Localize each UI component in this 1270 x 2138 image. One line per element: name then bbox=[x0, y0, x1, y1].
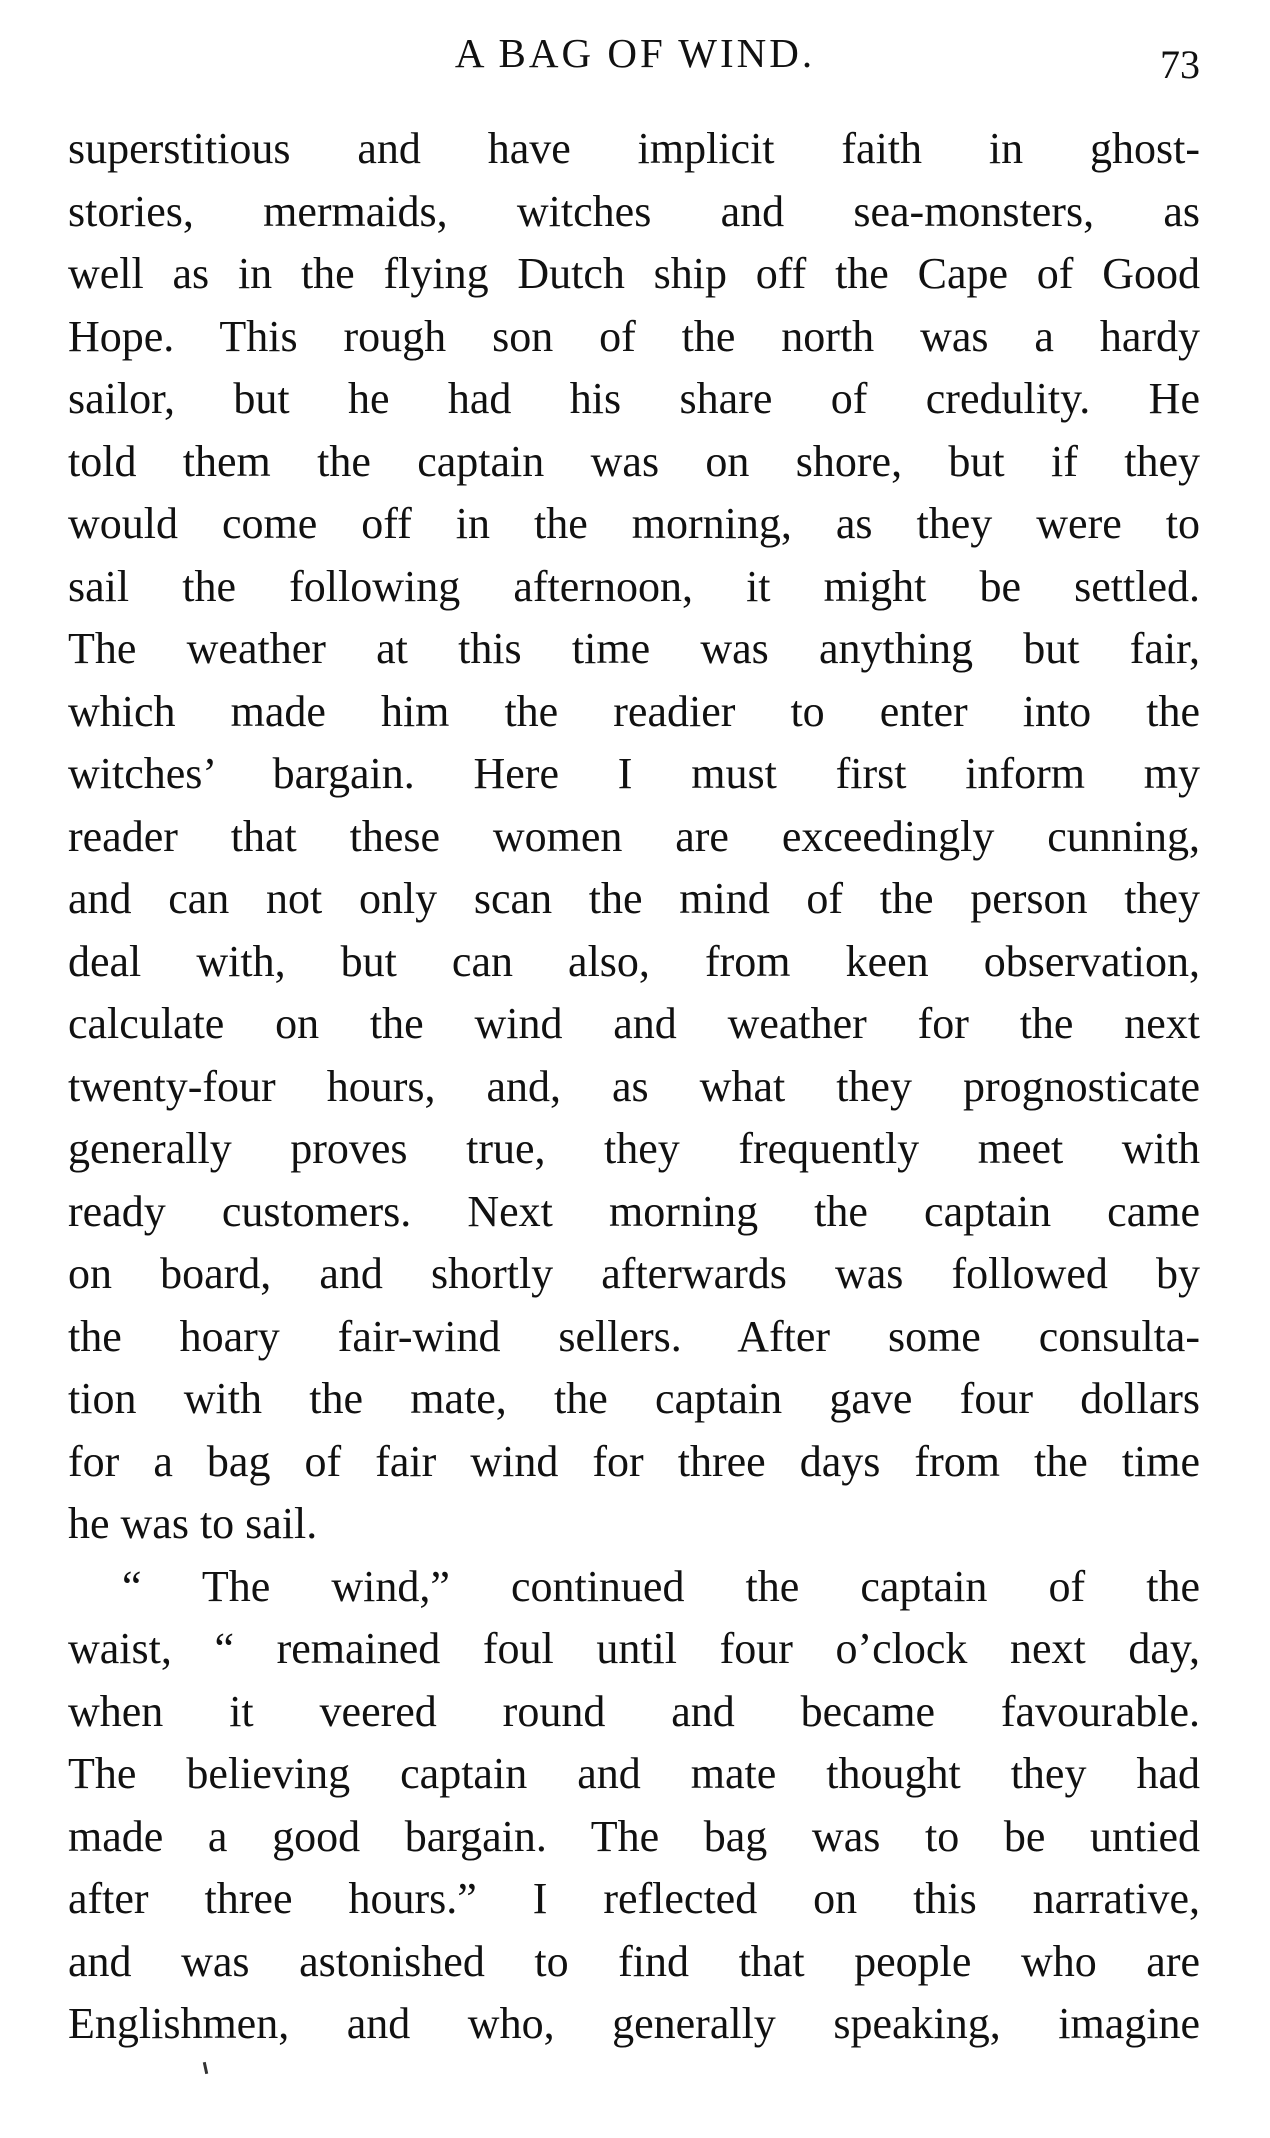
text-line: made a good bargain. The bag was to be untied bbox=[68, 1811, 1200, 1861]
text-line: he was to sail. bbox=[68, 1499, 318, 1548]
text-line: the hoary fair-wind sellers. After some consulta- bbox=[68, 1311, 1200, 1361]
text-line: told them the captain was on shore, but if they bbox=[68, 436, 1200, 486]
text-line: when it veered round and became favourable. bbox=[68, 1686, 1200, 1736]
text-line: witches’ bargain. Here I must first inform my bbox=[68, 749, 1200, 798]
text-line: and can not only scan the mind of the person they bbox=[68, 874, 1200, 923]
text-line: calculate on the wind and weather for the next bbox=[68, 999, 1200, 1048]
running-title: A BAG OF WIND. bbox=[454, 30, 816, 76]
text-line: superstitious and have implicit faith in ghost- bbox=[68, 124, 1200, 173]
text-line: after three hours.” I reflected on this narrative, bbox=[68, 1874, 1200, 1923]
text-line: The believing captain and mate thought they had bbox=[68, 1749, 1200, 1798]
text-line: ready customers. Next morning the captain came bbox=[68, 1186, 1200, 1236]
text-line: stories, mermaids, witches and sea-monsters, as bbox=[68, 186, 1200, 236]
text-line: Englishmen, and who, generally speaking, imagine bbox=[68, 1999, 1200, 2048]
running-head bbox=[70, 28, 1200, 88]
text-line: which made him the readier to enter into the bbox=[68, 686, 1200, 736]
text-line: twenty-four hours, and, as what they prognosticate bbox=[68, 1061, 1200, 1111]
text-line: waist, “ remained foul until four o’clock next day, bbox=[68, 1624, 1200, 1673]
text-line: deal with, but can also, from keen observation, bbox=[68, 936, 1200, 986]
text-line: sailor, but he had his share of credulity. He bbox=[68, 374, 1200, 423]
text-line: Hope. This rough son of the north was a hardy bbox=[68, 311, 1200, 361]
text-line: sail the following afternoon, it might be settled. bbox=[68, 561, 1200, 611]
text-line: and was astonished to find that people who are bbox=[68, 1936, 1200, 1986]
page-number: 73 bbox=[1160, 42, 1200, 87]
text-line: “ The wind,” continued the captain of the bbox=[122, 1561, 1200, 1611]
text-line: generally proves true, they frequently meet with bbox=[68, 1124, 1200, 1173]
text-line: on board, and shortly afterwards was followed by bbox=[68, 1249, 1200, 1298]
text-line: for a bag of fair wind for three days from the time bbox=[68, 1436, 1200, 1486]
paragraph-2 bbox=[68, 1556, 1200, 2056]
print-speck bbox=[203, 2062, 208, 2074]
body-text bbox=[68, 118, 1200, 2056]
text-line: would come off in the morning, as they were to bbox=[68, 499, 1200, 548]
text-line: The weather at this time was anything but fair, bbox=[68, 624, 1200, 673]
text-line: reader that these women are exceedingly cunning, bbox=[68, 811, 1200, 861]
paragraph-1 bbox=[68, 118, 1200, 1556]
text-line: well as in the flying Dutch ship off the Cape of Good bbox=[68, 249, 1200, 298]
text-line: tion with the mate, the captain gave four dollars bbox=[68, 1374, 1200, 1423]
